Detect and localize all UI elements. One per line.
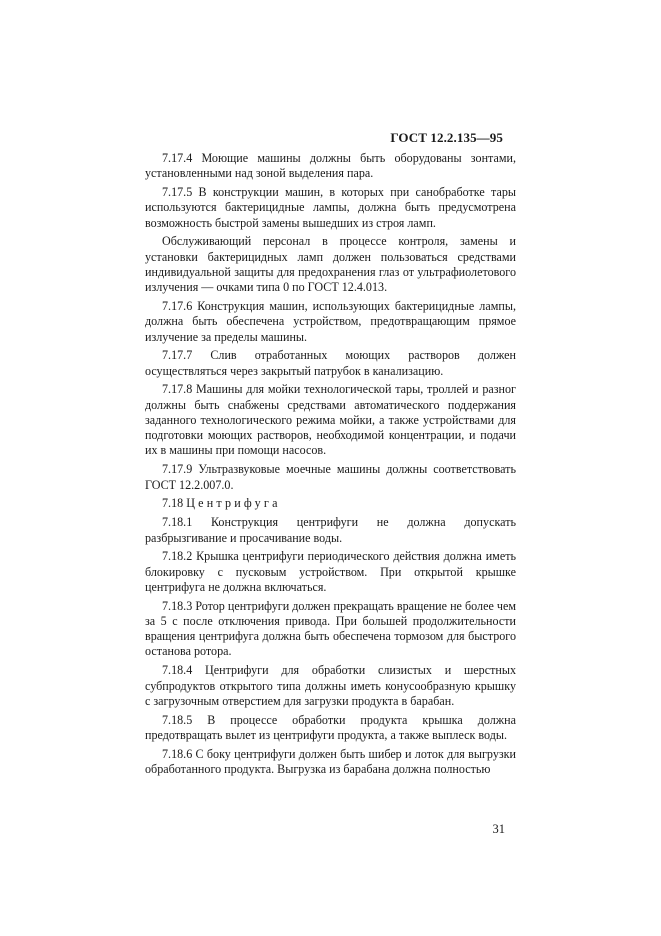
paragraph-7-17-9: 7.17.9 Ультразвуковые моечные машины должны соответствовать ГОСТ 12.2.007.0.: [145, 462, 516, 492]
paragraph-7-17-4: 7.17.4 Моющие машины должны быть оборудованы зонтами, установленными над зоной выделения пара.: [145, 151, 516, 181]
section-heading: [145, 496, 516, 511]
paragraph-7-17-5: 7.17.5 В конструкции машин, в которых при санобработке тары используются бактерицидные лампы, должна быть предусмотрена возможность быстрой замены вышедших из строя ламп.: [145, 185, 516, 230]
document-body: [145, 151, 516, 781]
paragraph-7-18-5: 7.18.5 В процессе обработки продукта крышка должна предотвращать вылет из центрифуги продукта, а также выплеск воды.: [145, 712, 516, 742]
standard-header: ГОСТ 12.2.135—95: [390, 130, 503, 145]
paragraph-7-17-6: 7.17.6 Конструкция машин, использующих бактерицидные лампы, должна быть обеспечена устройством, предотвращающим прямое излучение за пределы машины.: [145, 299, 516, 344]
paragraph-7-18-1: 7.18.1 Конструкция центрифуги не должна допускать разбрызгивание и просачивание воды.: [145, 515, 516, 545]
paragraph-7-17-7: 7.17.7 Слив отработанных моющих растворов должен осуществляться через закрытый патрубок в канализацию.: [145, 348, 516, 378]
page-number: 31: [492, 822, 505, 836]
paragraph-7-18-6: 7.18.6 С боку центрифуги должен быть шибер и лоток для выгрузки обработанного продукта. Выгрузка из барабана должна полностью: [145, 746, 516, 776]
section-title: Центрифуга: [186, 496, 281, 511]
section-number: 7.18: [162, 496, 184, 511]
paragraph-7-18-4: 7.18.4 Центрифуги для обработки слизистых и шерстных субпродуктов открытого типа должны иметь конусообразную крышку с загрузочным отверстием для загрузки продукта в барабан.: [145, 663, 516, 708]
paragraph-7-17-8: 7.17.8 Машины для мойки технологической тары, троллей и разног должны быть снабжены средствами автоматического поддержания заданного технологического режима мойки, а также устройствами для подготовки моющих растворов, необходимой концентрации, и подачи их в машины при помощи насосов.: [145, 382, 516, 458]
paragraph-7-18-3: 7.18.3 Ротор центрифуги должен прекращать вращение не более чем за 5 с после отключения привода. При большей продолжительности вращения центрифуга должна быть обеспечена тормозом для быстрого останова ротора.: [145, 598, 516, 659]
paragraph-7-18-2: 7.18.2 Крышка центрифуги периодического действия должна иметь блокировку с пусковым устройством. При открытой крышке центрифуга не должна включаться.: [145, 549, 516, 594]
paragraph-uv-protection: Обслуживающий персонал в процессе контроля, замены и установки бактерицидных ламп должен пользоваться средствами индивидуальной защиты для предохранения глаз от ультрафиолетового излучения — очками типа 0 по ГОСТ 12.4.013.: [145, 234, 516, 295]
